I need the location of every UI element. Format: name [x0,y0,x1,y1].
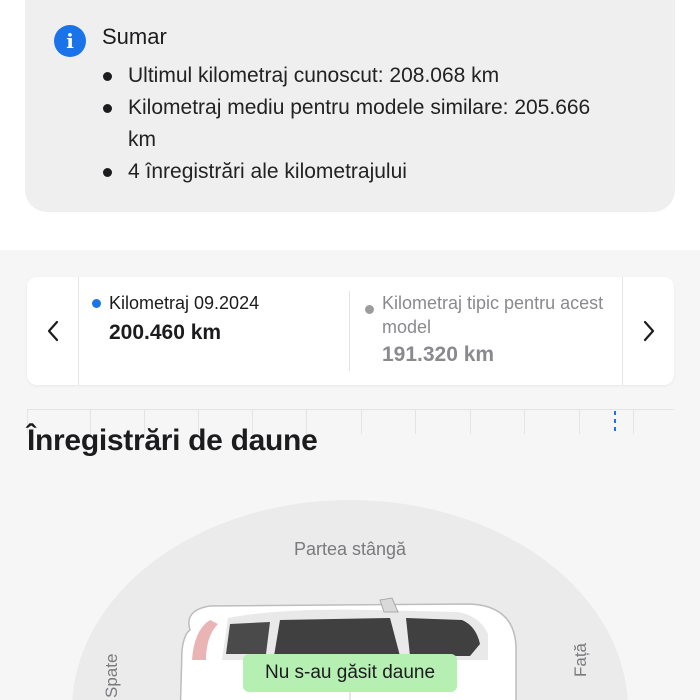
timeline-tick [470,410,471,434]
next-button[interactable] [622,277,674,385]
typical-mileage [365,291,605,367]
chevron-right-icon [642,320,656,342]
timeline-tick [361,410,362,434]
timeline-tick [415,410,416,434]
side-rear-label: Spate [102,653,121,698]
summary-title: Sumar [102,24,167,49]
summary-item-last-mileage: Ultimul kilometraj cunoscut: 208.068 km [100,60,620,92]
damage-records-title: Înregistrări de daune [27,424,318,457]
timeline-tick [524,410,525,434]
summary-item-record-count: 4 înregistrări ale kilometrajului [100,156,620,188]
current-mileage-label: Kilometraj 09.2024 [109,293,260,313]
chevron-left-icon [46,320,60,342]
current-mileage-dot [92,299,101,308]
column-divider [349,291,350,371]
summary-item-average-mileage: Kilometraj mediu pentru modele similare: 205.666 km [100,92,620,156]
timeline-tick [579,410,580,434]
timeline-marker [614,411,616,431]
typical-mileage-value: 191.320 km [382,343,495,366]
mileage-card [27,277,674,385]
current-mileage [92,291,352,345]
typical-mileage-dot [365,305,374,314]
side-front-label: Față [571,642,591,678]
timeline-tick [633,410,634,434]
current-mileage-value: 200.460 km [109,321,222,344]
info-icon: i [54,25,86,57]
typical-mileage-label: Kilometraj tipic pentru acest model [382,293,604,337]
summary-list [100,60,620,188]
previous-button[interactable] [27,277,79,385]
side-left-label: Partea stângă [293,539,407,559]
no-damage-badge: Nu s-au găsit daune [243,654,457,692]
